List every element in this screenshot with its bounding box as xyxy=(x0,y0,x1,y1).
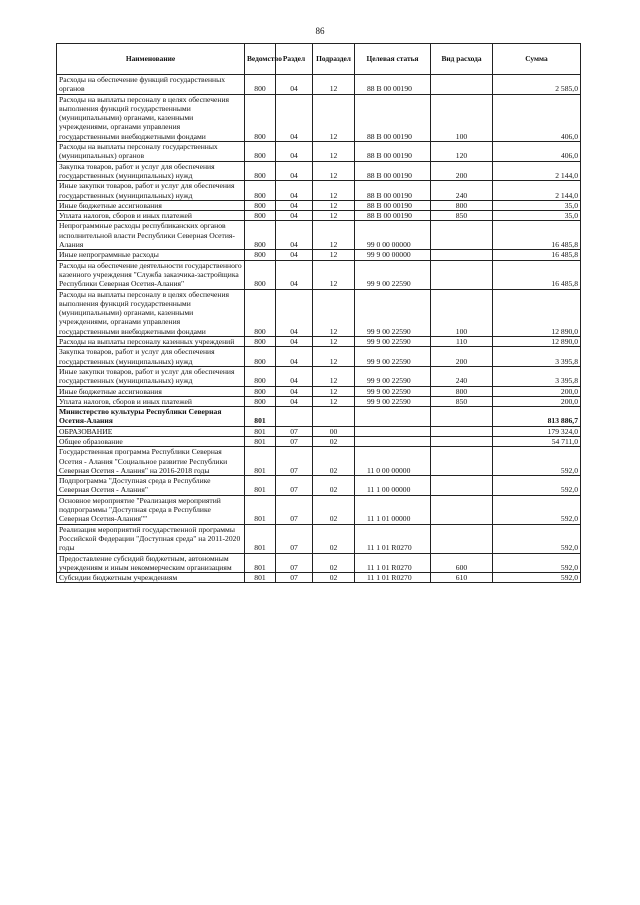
cell-section: 04 xyxy=(276,221,313,250)
cell-section: 07 xyxy=(276,495,313,524)
table-row xyxy=(57,524,581,553)
cell-target: 88 В 00 00190 xyxy=(355,94,431,141)
cell-dept: 801 xyxy=(245,553,276,573)
cell-amount: 592,0 xyxy=(493,524,581,553)
cell-expense-type: 610 xyxy=(431,573,493,583)
cell-amount: 16 485,8 xyxy=(493,250,581,260)
cell-name: Расходы на выплаты персоналу государственных (муниципальных) органов xyxy=(57,142,245,162)
cell-amount: 12 890,0 xyxy=(493,289,581,336)
cell-name: Иные закупки товаров, работ и услуг для обеспечения государственных (муниципальных) нужд xyxy=(57,366,245,386)
cell-name: Основное мероприятие "Реализация мероприятий подпрограммы "Доступная среда в Республике Северная Осетия-Алания"" xyxy=(57,495,245,524)
cell-amount: 592,0 xyxy=(493,495,581,524)
cell-target: 88 В 00 00190 xyxy=(355,142,431,162)
cell-amount: 200,0 xyxy=(493,386,581,396)
cell-dept: 800 xyxy=(245,161,276,181)
cell-dept: 800 xyxy=(245,250,276,260)
cell-name: Непрограммные расходы республиканских органов исполнительной власти Республики Северная Осетия-Алания xyxy=(57,221,245,250)
cell-subsection: 12 xyxy=(313,200,355,210)
cell-dept: 800 xyxy=(245,211,276,221)
cell-dept: 800 xyxy=(245,200,276,210)
cell-amount: 813 886,7 xyxy=(493,407,581,427)
cell-subsection: 12 xyxy=(313,337,355,347)
cell-dept: 800 xyxy=(245,75,276,95)
cell-section: 04 xyxy=(276,366,313,386)
cell-name: Расходы на выплаты персоналу казенных учреждений xyxy=(57,337,245,347)
table-row xyxy=(57,75,581,95)
cell-subsection xyxy=(313,407,355,427)
cell-dept: 801 xyxy=(245,426,276,436)
cell-name: Общее образование xyxy=(57,436,245,446)
cell-dept: 801 xyxy=(245,524,276,553)
table-row xyxy=(57,347,581,367)
cell-target xyxy=(355,407,431,427)
table-row xyxy=(57,181,581,201)
cell-section: 04 xyxy=(276,75,313,95)
cell-subsection: 12 xyxy=(313,75,355,95)
cell-section: 07 xyxy=(276,476,313,496)
table-row xyxy=(57,161,581,181)
cell-expense-type: 800 xyxy=(431,200,493,210)
cell-dept: 800 xyxy=(245,396,276,406)
table-row xyxy=(57,250,581,260)
table-row xyxy=(57,476,581,496)
table-row xyxy=(57,396,581,406)
table-row xyxy=(57,366,581,386)
cell-dept: 801 xyxy=(245,573,276,583)
cell-subsection: 02 xyxy=(313,436,355,446)
cell-expense-type: 100 xyxy=(431,94,493,141)
cell-subsection: 02 xyxy=(313,495,355,524)
cell-amount: 35,0 xyxy=(493,211,581,221)
cell-dept: 800 xyxy=(245,181,276,201)
cell-subsection: 12 xyxy=(313,221,355,250)
table-row xyxy=(57,447,581,476)
cell-name: Иные закупки товаров, работ и услуг для обеспечения государственных (муниципальных) нужд xyxy=(57,181,245,201)
cell-target: 88 В 00 00190 xyxy=(355,200,431,210)
cell-expense-type xyxy=(431,447,493,476)
cell-section: 04 xyxy=(276,200,313,210)
cell-section: 07 xyxy=(276,436,313,446)
cell-target xyxy=(355,426,431,436)
cell-amount: 3 395,8 xyxy=(493,347,581,367)
cell-name: Государственная программа Республики Северная Осетия - Алания "Социальное развитие Республики Северная Осетия - Алания" на 2016-2018 годы xyxy=(57,447,245,476)
cell-section: 07 xyxy=(276,524,313,553)
cell-subsection: 12 xyxy=(313,161,355,181)
header-row xyxy=(57,44,581,75)
cell-target: 99 9 00 22590 xyxy=(355,337,431,347)
cell-section: 04 xyxy=(276,396,313,406)
cell-dept: 800 xyxy=(245,142,276,162)
cell-section: 07 xyxy=(276,447,313,476)
table-row xyxy=(57,94,581,141)
cell-section xyxy=(276,407,313,427)
cell-section: 04 xyxy=(276,386,313,396)
cell-section: 04 xyxy=(276,289,313,336)
table-row xyxy=(57,426,581,436)
cell-section: 07 xyxy=(276,426,313,436)
cell-subsection: 12 xyxy=(313,142,355,162)
cell-amount: 592,0 xyxy=(493,573,581,583)
cell-name: Уплата налогов, сборов и иных платежей xyxy=(57,396,245,406)
table-row xyxy=(57,407,581,427)
cell-subsection: 02 xyxy=(313,447,355,476)
cell-target: 11 1 01 R0270 xyxy=(355,524,431,553)
cell-subsection: 02 xyxy=(313,476,355,496)
cell-name: Расходы на обеспечение функций государственных органов xyxy=(57,75,245,95)
cell-section: 04 xyxy=(276,211,313,221)
cell-target: 11 1 01 R0270 xyxy=(355,573,431,583)
cell-target: 11 1 01 00000 xyxy=(355,495,431,524)
cell-expense-type xyxy=(431,407,493,427)
cell-name: Субсидии бюджетным учреждениям xyxy=(57,573,245,583)
cell-name: Реализация мероприятий государственной программы Российской Федерации "Доступная среда" на 2011-2020 годы xyxy=(57,524,245,553)
table-row xyxy=(57,200,581,210)
cell-target: 99 0 00 00000 xyxy=(355,221,431,250)
cell-dept: 800 xyxy=(245,289,276,336)
header-target: Целевая статья xyxy=(355,44,431,75)
cell-subsection: 12 xyxy=(313,347,355,367)
cell-subsection: 02 xyxy=(313,524,355,553)
budget-table xyxy=(56,43,581,583)
cell-dept: 800 xyxy=(245,337,276,347)
cell-amount: 16 485,8 xyxy=(493,221,581,250)
cell-amount: 2 144,0 xyxy=(493,181,581,201)
cell-subsection: 12 xyxy=(313,211,355,221)
cell-expense-type xyxy=(431,221,493,250)
cell-expense-type: 240 xyxy=(431,366,493,386)
cell-amount: 406,0 xyxy=(493,142,581,162)
cell-dept: 800 xyxy=(245,386,276,396)
cell-subsection: 00 xyxy=(313,426,355,436)
cell-target: 99 9 00 22590 xyxy=(355,260,431,289)
cell-dept: 801 xyxy=(245,436,276,446)
cell-amount: 35,0 xyxy=(493,200,581,210)
cell-amount: 592,0 xyxy=(493,447,581,476)
cell-subsection: 12 xyxy=(313,250,355,260)
cell-target: 88 В 00 00190 xyxy=(355,181,431,201)
table-row xyxy=(57,142,581,162)
cell-name: Закупка товаров, работ и услуг для обеспечения государственных (муниципальных) нужд xyxy=(57,347,245,367)
cell-amount: 54 711,0 xyxy=(493,436,581,446)
table-row xyxy=(57,573,581,583)
cell-amount: 592,0 xyxy=(493,553,581,573)
cell-subsection: 12 xyxy=(313,94,355,141)
page-number: 86 xyxy=(315,26,325,36)
header-dept: Ведомство xyxy=(245,44,276,75)
cell-section: 04 xyxy=(276,337,313,347)
table-row xyxy=(57,289,581,336)
header-section: Раздел xyxy=(276,44,313,75)
table-row xyxy=(57,260,581,289)
cell-target: 99 9 00 22590 xyxy=(355,289,431,336)
cell-expense-type xyxy=(431,426,493,436)
cell-name: Подпрограмма "Доступная среда в Республике Северная Осетия - Алания" xyxy=(57,476,245,496)
cell-section: 04 xyxy=(276,161,313,181)
cell-amount: 406,0 xyxy=(493,94,581,141)
cell-section: 04 xyxy=(276,142,313,162)
table-row xyxy=(57,436,581,446)
cell-target: 99 9 00 22590 xyxy=(355,366,431,386)
cell-amount: 179 324,0 xyxy=(493,426,581,436)
cell-section: 04 xyxy=(276,94,313,141)
cell-subsection: 12 xyxy=(313,181,355,201)
cell-target: 99 9 00 22590 xyxy=(355,396,431,406)
cell-name: Расходы на выплаты персоналу в целях обеспечения выполнения функций государственными (муниципальными) органами, казенными учреждениями, органами управления государственными внебюджетными фондами xyxy=(57,289,245,336)
cell-subsection: 12 xyxy=(313,260,355,289)
cell-expense-type: 100 xyxy=(431,289,493,336)
cell-section: 04 xyxy=(276,181,313,201)
cell-expense-type xyxy=(431,524,493,553)
cell-amount: 2 144,0 xyxy=(493,161,581,181)
cell-section: 07 xyxy=(276,553,313,573)
table-row xyxy=(57,386,581,396)
table-row xyxy=(57,337,581,347)
cell-section: 04 xyxy=(276,250,313,260)
cell-expense-type xyxy=(431,260,493,289)
cell-expense-type xyxy=(431,495,493,524)
cell-section: 07 xyxy=(276,573,313,583)
cell-subsection: 12 xyxy=(313,366,355,386)
cell-target: 99 9 00 22590 xyxy=(355,386,431,396)
header-expense-type: Вид расхода xyxy=(431,44,493,75)
cell-subsection: 12 xyxy=(313,289,355,336)
cell-name: ОБРАЗОВАНИЕ xyxy=(57,426,245,436)
cell-name: Иные бюджетные ассигнования xyxy=(57,200,245,210)
cell-target: 88 В 00 00190 xyxy=(355,75,431,95)
cell-expense-type xyxy=(431,436,493,446)
cell-subsection: 12 xyxy=(313,396,355,406)
cell-expense-type: 850 xyxy=(431,396,493,406)
cell-amount: 16 485,8 xyxy=(493,260,581,289)
cell-dept: 801 xyxy=(245,476,276,496)
cell-expense-type: 110 xyxy=(431,337,493,347)
table-row xyxy=(57,553,581,573)
cell-dept: 800 xyxy=(245,366,276,386)
cell-target: 11 0 00 00000 xyxy=(355,447,431,476)
table-row xyxy=(57,211,581,221)
cell-expense-type xyxy=(431,250,493,260)
cell-dept: 800 xyxy=(245,94,276,141)
cell-target: 88 В 00 00190 xyxy=(355,211,431,221)
cell-name: Иные непрограммные расходы xyxy=(57,250,245,260)
cell-dept: 801 xyxy=(245,495,276,524)
cell-amount: 2 585,0 xyxy=(493,75,581,95)
cell-subsection: 12 xyxy=(313,386,355,396)
cell-expense-type: 600 xyxy=(431,553,493,573)
header-subsection: Подраздел xyxy=(313,44,355,75)
cell-dept: 800 xyxy=(245,260,276,289)
cell-name: Предоставление субсидий бюджетным, автономным учреждениям и иным некоммерческим организациям xyxy=(57,553,245,573)
table-row xyxy=(57,495,581,524)
cell-dept: 801 xyxy=(245,447,276,476)
cell-target: 88 В 00 00190 xyxy=(355,161,431,181)
cell-expense-type xyxy=(431,476,493,496)
cell-expense-type: 200 xyxy=(431,161,493,181)
cell-expense-type: 200 xyxy=(431,347,493,367)
cell-dept: 801 xyxy=(245,407,276,427)
cell-expense-type xyxy=(431,75,493,95)
cell-amount: 592,0 xyxy=(493,476,581,496)
cell-section: 04 xyxy=(276,347,313,367)
cell-name: Уплата налогов, сборов и иных платежей xyxy=(57,211,245,221)
cell-subsection: 02 xyxy=(313,573,355,583)
cell-subsection: 02 xyxy=(313,553,355,573)
cell-amount: 200,0 xyxy=(493,396,581,406)
cell-name: Расходы на обеспечение деятельности государственного казенного учреждения "Служба заказчика-застройщика Республики Северная Осетия-Алания" xyxy=(57,260,245,289)
cell-expense-type: 120 xyxy=(431,142,493,162)
cell-dept: 800 xyxy=(245,347,276,367)
cell-expense-type: 800 xyxy=(431,386,493,396)
cell-name: Министерство культуры Республики Северная Осетия-Алания xyxy=(57,407,245,427)
cell-amount: 3 395,8 xyxy=(493,366,581,386)
cell-dept: 800 xyxy=(245,221,276,250)
cell-expense-type: 240 xyxy=(431,181,493,201)
table-row xyxy=(57,221,581,250)
cell-amount: 12 890,0 xyxy=(493,337,581,347)
cell-name: Иные бюджетные ассигнования xyxy=(57,386,245,396)
cell-target: 99 9 00 00000 xyxy=(355,250,431,260)
cell-target xyxy=(355,436,431,446)
header-name: Наименование xyxy=(57,44,245,75)
header-amount: Сумма xyxy=(493,44,581,75)
cell-target: 99 9 00 22590 xyxy=(355,347,431,367)
cell-target: 11 1 01 R0270 xyxy=(355,553,431,573)
cell-name: Расходы на выплаты персоналу в целях обеспечения выполнения функций государственными (муниципальными) органами, казенными учреждениями, органами управления государственными внебюджетными фондами xyxy=(57,94,245,141)
table-body xyxy=(57,75,581,583)
cell-name: Закупка товаров, работ и услуг для обеспечения государственных (муниципальных) нужд xyxy=(57,161,245,181)
cell-target: 11 1 00 00000 xyxy=(355,476,431,496)
cell-expense-type: 850 xyxy=(431,211,493,221)
cell-section: 04 xyxy=(276,260,313,289)
